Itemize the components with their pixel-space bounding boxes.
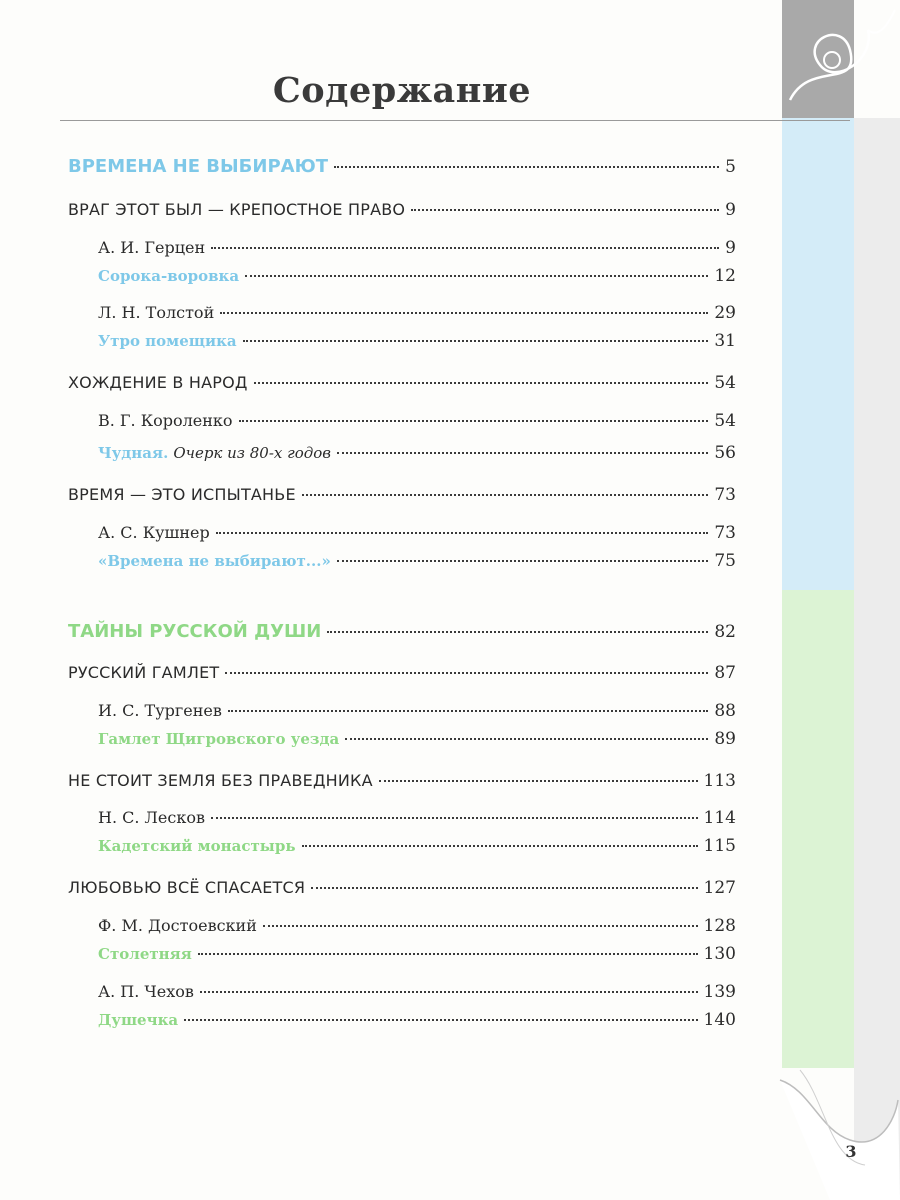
toc-page-number: 113 (703, 771, 736, 791)
toc-entry-label: Утро помещика (98, 332, 237, 350)
toc-entry-work[interactable] (98, 266, 736, 286)
toc-entry-author[interactable] (98, 982, 736, 1002)
dot-leader (254, 382, 709, 384)
dot-leader (184, 1019, 697, 1021)
toc-entry-author[interactable] (98, 916, 736, 936)
dot-leader (225, 672, 708, 674)
toc-entry-label: Душечка (98, 1011, 179, 1029)
dot-leader (198, 953, 698, 955)
toc-page-number: 139 (703, 982, 736, 1002)
toc-page-number: 12 (714, 266, 736, 286)
toc-page-number: 87 (714, 663, 736, 683)
toc-entry-label: Кадетский монастырь (98, 837, 296, 855)
dot-leader (239, 420, 709, 422)
toc-page-number: 114 (703, 808, 736, 828)
toc-entry-chapter[interactable] (68, 200, 736, 220)
dot-leader (245, 275, 708, 277)
toc-page-number: 54 (714, 373, 736, 393)
toc-entry-author[interactable] (98, 808, 736, 828)
toc-entry-label: «Времена не выбирают...» (98, 552, 331, 570)
toc-entry-chapter[interactable] (68, 663, 736, 683)
toc-entry-label: Ф. М. Достоевский (98, 916, 257, 935)
toc-entry-label: ЛЮБОВЬЮ ВСЁ СПАСАЕТСЯ (68, 878, 306, 897)
toc-entry-work[interactable] (98, 836, 736, 856)
toc-page-number: 29 (714, 303, 736, 323)
dot-leader (216, 532, 709, 534)
toc-page-number: 73 (714, 523, 736, 543)
toc-entry-work[interactable] (98, 551, 736, 571)
dot-leader (411, 209, 719, 211)
dot-leader (220, 312, 708, 314)
dot-leader (302, 845, 698, 847)
dot-leader (345, 738, 708, 740)
toc-entry-chapter[interactable] (68, 485, 736, 505)
toc-entry-author[interactable] (98, 701, 736, 721)
toc-entry-author[interactable] (98, 238, 736, 258)
dot-leader (337, 560, 709, 562)
toc-page-number: 115 (703, 836, 736, 856)
toc-entry-chapter[interactable] (68, 373, 736, 393)
dot-leader (302, 494, 709, 496)
toc-entry-section[interactable] (68, 621, 736, 642)
toc-entry-section[interactable] (68, 156, 736, 177)
toc-page-number: 88 (714, 701, 736, 721)
dot-leader (334, 166, 719, 168)
toc-page-number: 5 (725, 157, 736, 177)
dot-leader (263, 925, 698, 927)
toc-page-number: 127 (703, 878, 736, 898)
toc-page-number: 75 (714, 551, 736, 571)
dot-leader (228, 710, 709, 712)
toc-entry-label: А. П. Чехов (98, 982, 194, 1001)
toc-entry-chapter[interactable] (68, 771, 736, 791)
toc-entry-label: И. С. Тургенев (98, 701, 222, 720)
toc-entry-work[interactable] (98, 1010, 736, 1030)
toc-page-number: 140 (703, 1010, 736, 1030)
toc-entry-work[interactable] (98, 331, 736, 351)
dot-leader (337, 452, 708, 454)
toc-entry-work[interactable] (98, 729, 736, 749)
toc-entry-work[interactable] (98, 443, 736, 463)
toc-entry-author[interactable] (98, 303, 736, 323)
toc-entry-label: Гамлет Щигровского уезда (98, 730, 340, 748)
toc-entry-work[interactable] (98, 944, 736, 964)
toc-page-number: 9 (725, 200, 736, 220)
toc-entry-label: Л. Н. Толстой (98, 303, 215, 322)
toc-entry-label: ТАЙНЫ РУССКОЙ ДУШИ (68, 621, 322, 642)
dot-leader (211, 817, 698, 819)
toc-page-number: 130 (703, 944, 736, 964)
toc-entry-author[interactable] (98, 523, 736, 543)
toc-entry-author[interactable] (98, 411, 736, 431)
toc-entry-label: А. С. Кушнер (98, 523, 210, 542)
toc-page-number: 54 (714, 411, 736, 431)
toc-entry-label: Н. С. Лесков (98, 808, 205, 827)
toc-entry-subtitle: Очерк из 80-х годов (173, 444, 332, 462)
dot-leader (311, 887, 697, 889)
page-title: Содержание (272, 70, 532, 111)
toc-page-number: 82 (714, 622, 736, 642)
toc-entry-label: Столетняя (98, 945, 192, 963)
toc-entry-chapter[interactable] (68, 878, 736, 898)
toc-entry-label: ХОЖДЕНИЕ В НАРОД (68, 373, 248, 392)
toc-entry-label: РУССКИЙ ГАМЛЕТ (68, 663, 220, 682)
toc-page-number: 128 (703, 916, 736, 936)
toc-page-number: 31 (714, 331, 736, 351)
toc-entry-label: ВРЕМЯ — ЭТО ИСПЫТАНЬЕ (68, 485, 296, 504)
dot-leader (327, 631, 708, 633)
toc-entry-label: НЕ СТОИТ ЗЕМЛЯ БЕЗ ПРАВЕДНИКА (68, 771, 373, 790)
toc-entry-label: В. Г. Короленко (98, 411, 233, 430)
toc-entry-label: Чудная. (98, 444, 169, 462)
toc-page-number: 56 (714, 443, 736, 463)
toc-page-number: 73 (714, 485, 736, 505)
toc-entry-label: ВРЕМЕНА НЕ ВЫБИРАЮТ (68, 156, 328, 177)
page-number: 3 (845, 1142, 857, 1161)
dot-leader (379, 780, 698, 782)
toc-entry-label: А. И. Герцен (98, 238, 206, 257)
toc-page-number: 9 (725, 238, 736, 258)
toc-entry-label: ВРАГ ЭТОТ БЫЛ — КРЕПОСТНОЕ ПРАВО (68, 200, 406, 219)
dot-leader (200, 991, 698, 993)
dot-leader (211, 247, 719, 249)
toc-entry-label: Сорока-воровка (98, 267, 240, 285)
toc-page-number: 89 (714, 729, 736, 749)
dot-leader (243, 340, 709, 342)
